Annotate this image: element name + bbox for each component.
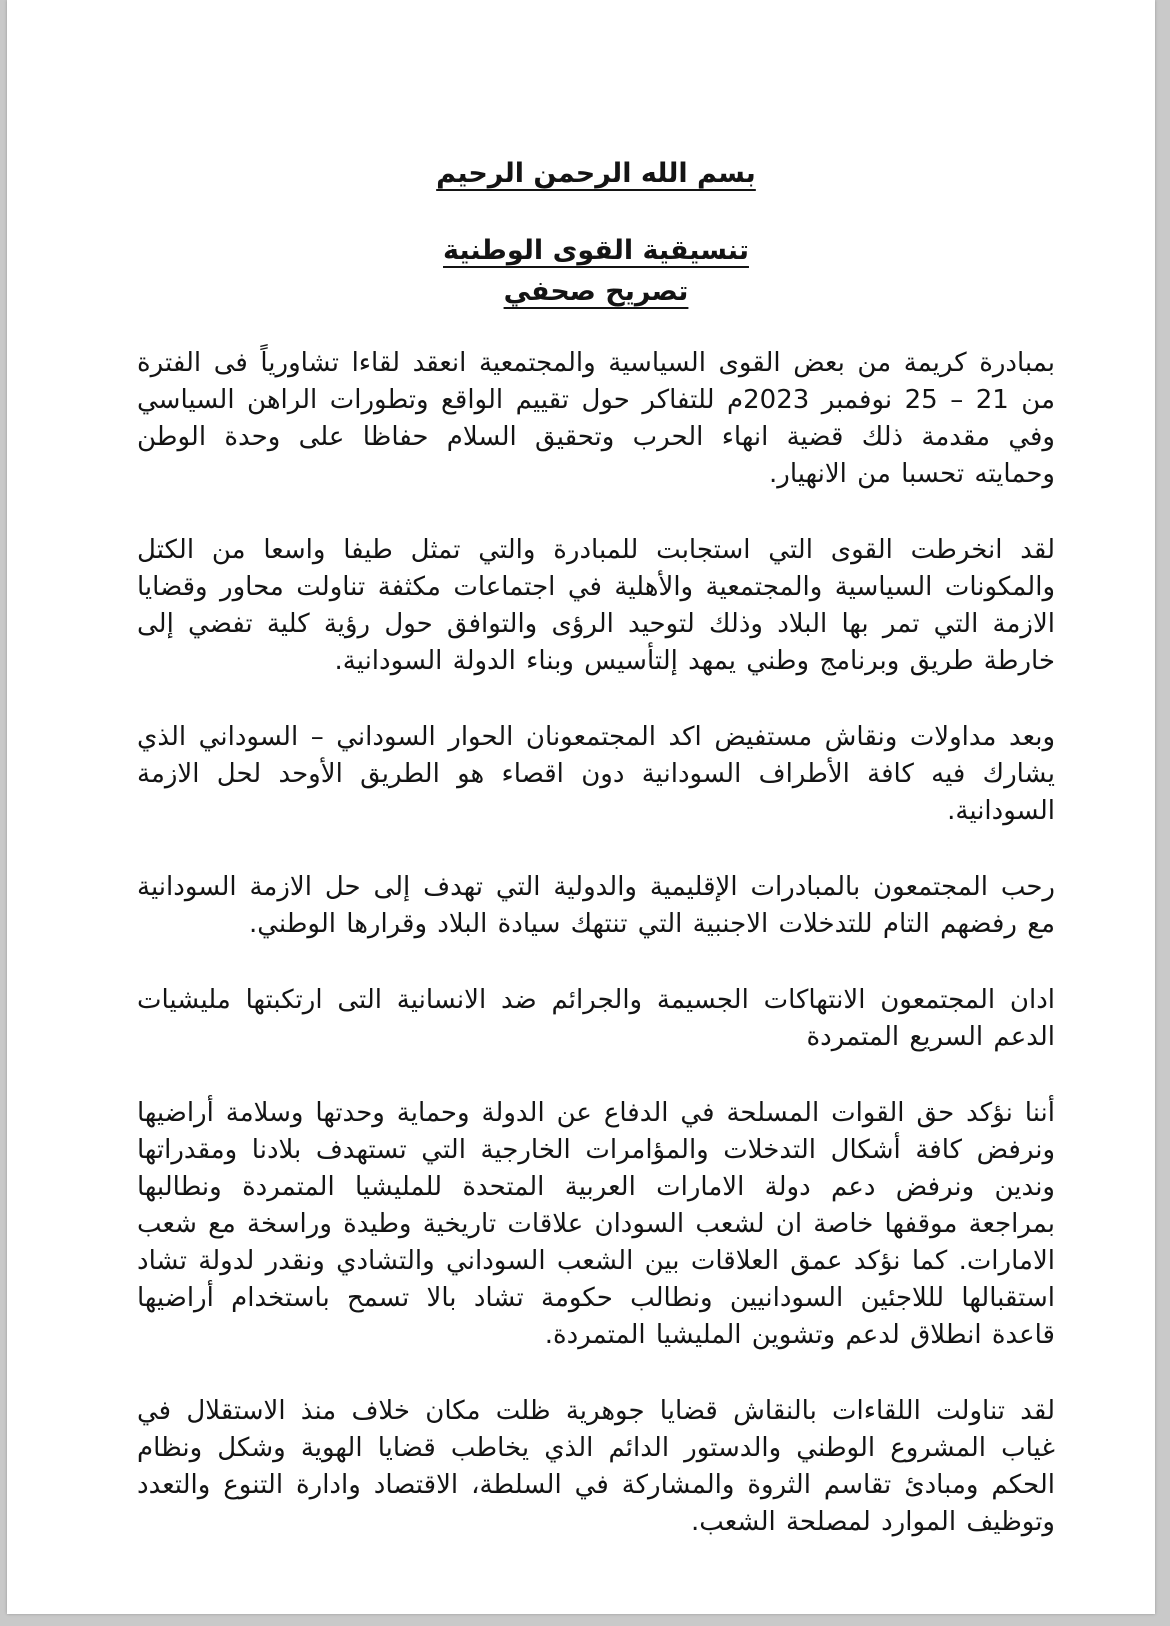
paragraph-armed-forces-right: أننا نؤكد حق القوات المسلحة في الدفاع عن الدولة وحماية وحدتها وسلامة أراضيها ونرفض كافة أشكال التدخلات والمؤامرات الخارجية التي تستهدف بلادنا ومقدراتها وندين ونرفض دعم دولة الامارات العربية المتحدة للمليشيا المتمردة ونطالبها بمراجعة موقفها خاصة ان لشعب السودان علاقات تاريخية وطيدة وراسخة مع شعب الامارات. كما نؤكد عمق العلاقات بين الشعب السوداني والتشادي ونقدر لدولة تشاد استقبالها لللاجئين السودانيين ونطالب حكومة تشاد بالا تسمح باستخدام أراضيها قاعدة انطلاق لدعم وتشوين المليشيا المتمردة. [137,1098,1055,1350]
basmala-heading: بسم الله الرحمن الرحيم [436,158,756,189]
paragraph-sudanese-dialogue: وبعد مداولات ونقاش مستفيض اكد المجتمعونان الحوار السوداني – السوداني الذي يشارك فيه كافة الأطراف السودانية دون اقصاء هو الطريق الأوحد لحل الازمة السودانية. [137,722,1055,826]
paragraph-initiative: بمبادرة كريمة من بعض القوى السياسية والمجتمعية انعقد لقاءا تشاورياً فى الفترة من 21 – 25 نوفمبر 2023م للتفاكر حول تقييم الواقع وتطورات الراهن السياسي وفي مقدمة ذلك قضية انهاء الحرب وتحقيق السلام حفاظا على وحدة الوطن وحمايته تحسبا من الانهيار. [137,348,1056,489]
organization-heading: تنسيقية القوى الوطنية [443,235,749,266]
document-page [7,0,1155,1614]
statement-type-heading: تصريح صحفي [503,276,689,307]
paragraph-discussion-topics: لقد تناولت اللقاءات بالنقاش قضايا جوهرية ظلت مكان خلاف منذ الاستقلال في غياب المشروع الوطني والدستور الدائم الذي يخاطب قضايا الهوية وشكل ونظام الحكم ومبادئ تقاسم الثروة والمشاركة في السلطة، الاقتصاد وادارة التنوع والتعدد وتوظيف الموارد لمصلحة الشعب. [137,1396,1055,1537]
paragraph-forces-engagement: لقد انخرطت القوى التي استجابت للمبادرة والتي تمثل طيفا واسعا من الكتل والمكونات السياسية والمجتمعية والأهلية في اجتماعات مكثفة تناولت محاور وقضايا الازمة التي تمر بها البلاد وذلك لتوحيد الرؤى والتوافق حول رؤية كلية تفضي إلى خارطة طريق وبرنامج وطني يمهد إلتأسيس وبناء الدولة السودانية. [137,535,1055,676]
paragraph-initiatives-welcome: رحب المجتمعون بالمبادرات الإقليمية والدولية التي تهدف إلى حل الازمة السودانية مع رفضهم التام للتدخلات الاجنبية التي تنتهك سيادة البلاد وقرارها الوطني. [137,872,1055,939]
document-header-block [137,158,1055,307]
paragraph-violations-condemnation: ادان المجتمعون الانتهاكات الجسيمة والجرائم ضد الانسانية التى ارتكبتها مليشيات الدعم السريع المتمردة [137,985,1055,1052]
